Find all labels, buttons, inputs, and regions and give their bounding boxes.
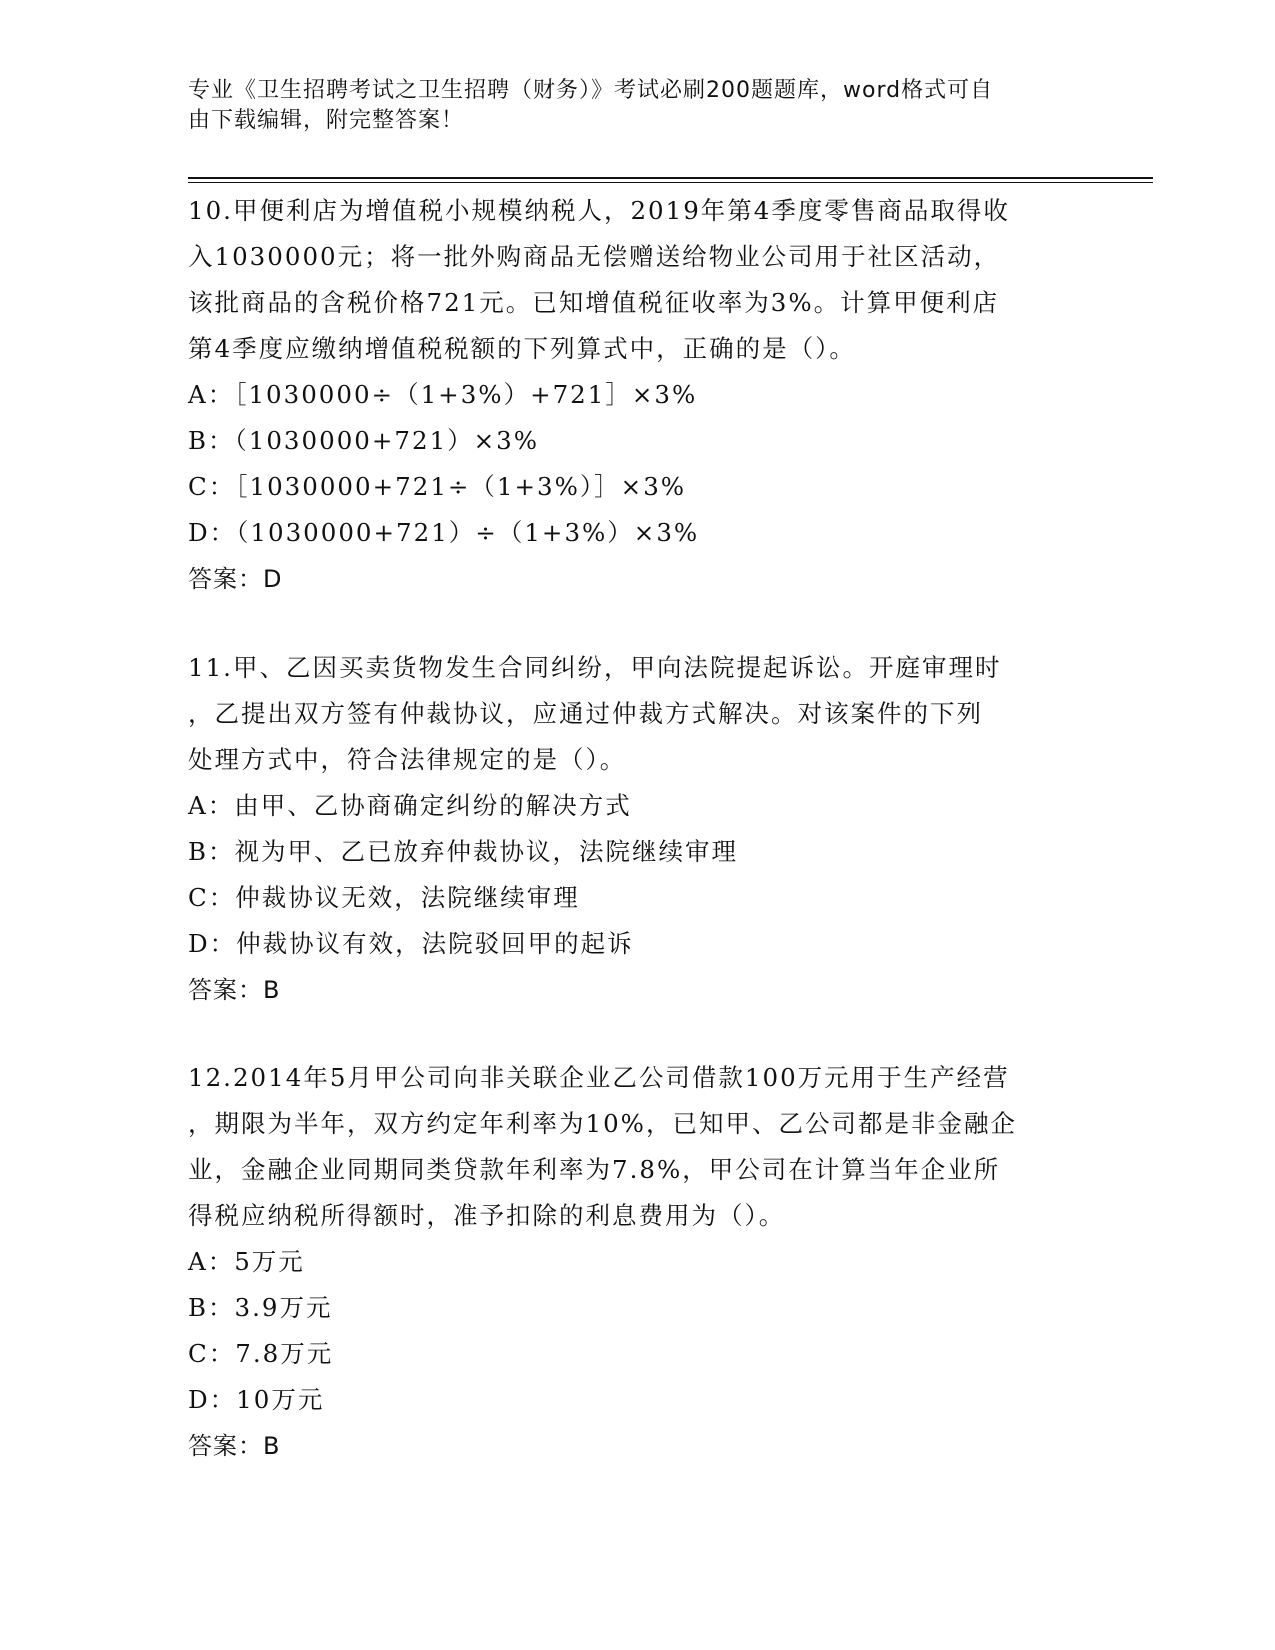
option-c: C：［1030000+721÷（1+3%）］×3% [188,472,687,501]
option-c: C：仲裁协议无效，法院继续审理 [188,883,580,912]
header-line: 专业《卫生招聘考试之卫生招聘（财务）》考试必刷200题题库，word格式可自 [188,78,994,103]
question-text-line: 处理方式中，符合法律规定的是（）。 [188,745,627,774]
option-a: A：5万元 [188,1247,305,1276]
option-a: A：由甲、乙协商确定纠纷的解决方式 [188,791,632,820]
option-c: C：7.8万元 [188,1339,334,1368]
header-divider-thick [188,177,1153,179]
question-10 [188,188,1088,602]
answer-label: 答案：B [188,976,281,1004]
option-b: B：视为甲、乙已放弃仲裁协议，法院继续审理 [188,837,739,866]
question-12 [188,1055,1088,1469]
answer-label: 答案：D [188,565,283,593]
option-d: D：（1030000+721）÷（1+3%）×3% [188,518,700,547]
option-a: A：［1030000÷（1+3%）+721］×3% [188,380,698,409]
question-text-line: 该批商品的含税价格721元。已知增值税征收率为3%。计算甲便利店 [188,288,1000,317]
answer-label: 答案：B [188,1432,281,1460]
option-b: B：（1030000+721）×3% [188,426,540,455]
question-text-line: 12.2014年5月甲公司向非关联企业乙公司借款100万元用于生产经营 [188,1063,1010,1092]
option-d: D：10万元 [188,1385,325,1414]
question-text-line: 11.甲、乙因买卖货物发生合同纠纷，甲向法院提起诉讼。开庭审理时 [188,653,1002,682]
question-text-line: 得税应纳税所得额时，准予扣除的利息费用为（）。 [188,1201,786,1230]
document-header [188,76,1088,136]
question-11 [188,645,1088,1013]
option-b: B：3.9万元 [188,1293,333,1322]
header-divider-thin [188,182,1153,183]
header-line: 由下载编辑，附完整答案！ [188,108,465,133]
option-d: D：仲裁协议有效，法院驳回甲的起诉 [188,929,634,958]
question-text-line: ，乙提出双方签有仲裁协议，应通过仲裁方式解决。对该案件的下列 [188,699,983,728]
question-text-line: 入1030000元；将一批外购商品无偿赠送给物业公司用于社区活动， [188,242,1001,271]
question-text-line: 第4季度应缴纳增值税税额的下列算式中，正确的是（）。 [188,334,856,363]
question-text-line: 10.甲便利店为增值税小规模纳税人，2019年第4季度零售商品取得收 [188,196,1010,225]
question-text-line: 业，金融企业同期同类贷款年利率为7.8%，甲公司在计算当年企业所 [188,1155,1001,1184]
question-text-line: ，期限为半年，双方约定年利率为10%，已知甲、乙公司都是非金融企 [188,1109,1017,1138]
